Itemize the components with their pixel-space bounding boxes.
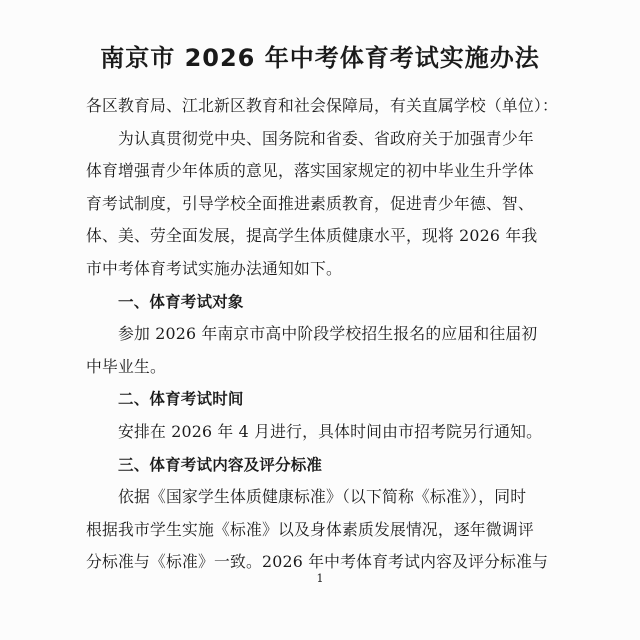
document-body bbox=[86, 96, 564, 585]
paragraph-line: 市中考体育考试实施办法通知如下。 bbox=[86, 258, 342, 278]
paragraph-line: 体育增强青少年体质的意见，落实国家规定的初中毕业生升学体 bbox=[86, 161, 534, 181]
section-heading: 一、体育考试对象 bbox=[118, 292, 244, 311]
paragraph-line: 为认真贯彻党中央、国务院和省委、省政府关于加强青少年 bbox=[118, 128, 534, 148]
paragraph-line: 根据我市学生实施《标准》以及身体素质发展情况，逐年微调评 bbox=[86, 519, 534, 539]
paragraph-line: 体、美、劳全面发展，提高学生体质健康水平，现将 2026 年我 bbox=[86, 226, 538, 246]
document-title: 南京市 2026 年中考体育考试实施办法 bbox=[100, 44, 540, 72]
paragraph-line: 育考试制度，引导学校全面推进素质教育，促进青少年德、智、 bbox=[86, 193, 534, 213]
paragraph-line: 依据《国家学生体质健康标准》（以下简称《标准》），同时 bbox=[118, 487, 527, 507]
paragraph-line: 各区教育局、江北新区教育和社会保障局，有关直属学校（单位）： bbox=[86, 96, 559, 115]
section-heading: 二、体育考试时间 bbox=[118, 390, 244, 409]
paragraph-line: 参加 2026 年南京市高中阶段学校招生报名的应届和往届初 bbox=[118, 324, 538, 344]
section-heading: 三、体育考试内容及评分标准 bbox=[118, 455, 323, 474]
paragraph-line: 安排在 2026 年 4 月进行，具体时间由市招考院另行通知。 bbox=[118, 421, 543, 441]
paragraph-line: 中毕业生。 bbox=[86, 356, 166, 376]
paragraph-line: 分标准与《标准》一致。2026 年中考体育考试内容及评分标准与 bbox=[86, 552, 549, 572]
page-number: 1 bbox=[316, 572, 324, 585]
